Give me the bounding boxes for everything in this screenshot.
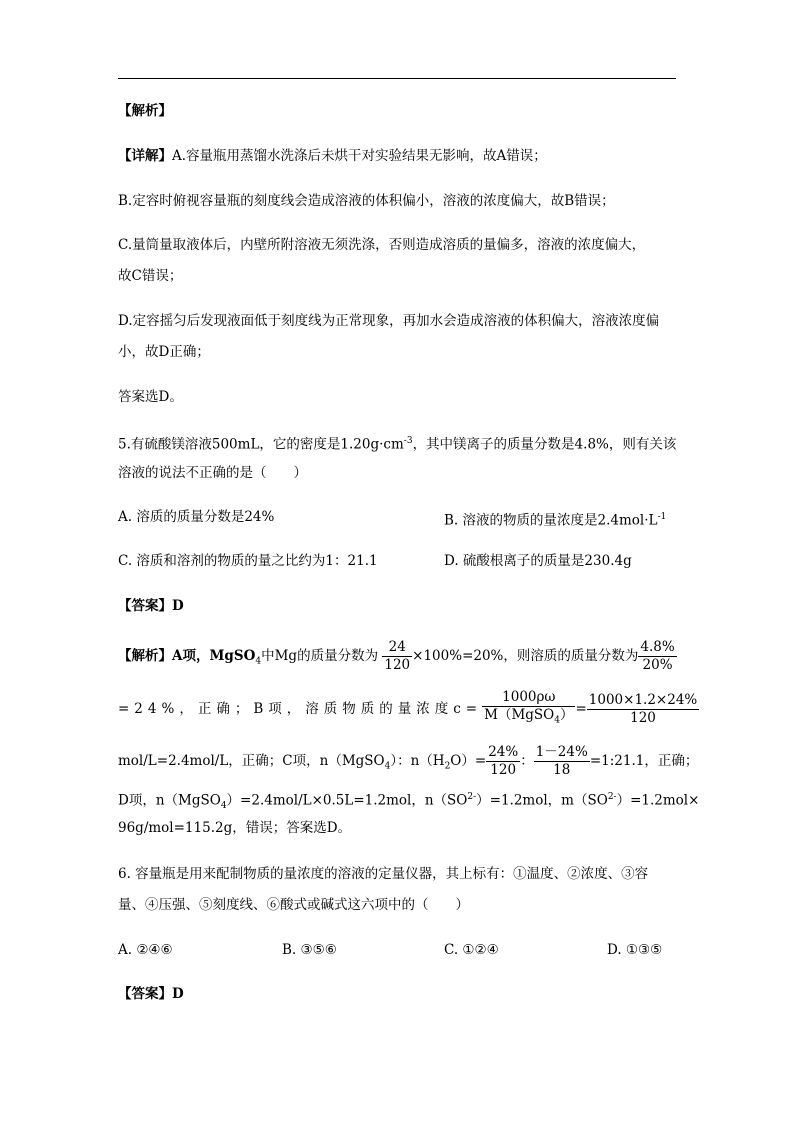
conc-den-a: M（MgSO: [484, 707, 555, 723]
q5-stem-line1: [118, 431, 676, 455]
detail-a-text: A.容量瓶用蒸馏水洗涤后未烘干对实验结果无影响，故A错误；: [172, 148, 547, 164]
q5-option-d: D. 硫酸根离子的质量是230.4g: [444, 553, 632, 569]
q6-option-a: A. ②④⑥: [118, 942, 173, 958]
exp4-sub: 4: [220, 801, 227, 812]
q6-option-b: B. ③⑤⑥: [282, 942, 337, 958]
q5-exp-line3: [118, 742, 698, 786]
item-b: B.定容时俯视容量瓶的刻度线会造成溶液的体积偏小，溶液的浓度偏大，故B错误；: [118, 193, 615, 209]
fraction-value-num: 1000×1.2×24%: [588, 691, 698, 708]
item-d-line1: D.定容摇匀后发现液面低于刻度线为正常现象，再加水会造成溶液的体积偏大，溶液浓度偏: [118, 313, 660, 329]
q5-option-b-sup: -1: [657, 512, 667, 522]
fraction-value-den: 120: [587, 709, 699, 727]
q5-exp-line1: [118, 637, 677, 681]
q6-answer: 【答案】D: [118, 986, 184, 1002]
answer-choose-d: 答案选D。: [118, 389, 183, 405]
q6-stem-line1: 6. 容量瓶是用来配制物质的量浓度的溶液的定量仪器，其上标有：①温度、②浓度、③容: [118, 866, 649, 882]
item-c-line2: 故C错误；: [118, 268, 183, 284]
q5-exp-line4: [118, 787, 699, 816]
q5-option-a: A. 溶质的质量分数是24%: [118, 509, 275, 525]
item-d-line2: 小，故D正确；: [118, 344, 210, 360]
q5-stem-b: ，其中镁离子的质量分数是4.8%，则有关该: [412, 436, 677, 453]
q5-stem-a: 5.有硫酸镁溶液500mL，它的密度是1.20g·cm: [118, 436, 404, 453]
q5-exp-line2: [118, 689, 699, 730]
exp3-b: ）：n（H: [390, 753, 445, 769]
q5-stem-sup: -3: [403, 436, 413, 446]
ratio-b-num: 1－24%: [535, 744, 588, 760]
exp1-b: 中Mg的质量分数为: [261, 648, 379, 664]
fraction-conc-den: [482, 706, 575, 730]
ratio-a-den: 120: [486, 761, 520, 779]
detail-a: [118, 146, 547, 166]
exp4-b: ）=2.4mol/L×0.5L=1.2mol，n（SO: [226, 792, 468, 809]
exp1-c: ×100%=20%，则溶质的质量分数为: [412, 648, 639, 664]
q5-option-b: [444, 507, 666, 531]
q5-stem-line2: 溶液的说法不正确的是（ ）: [118, 465, 307, 481]
exp2-eq: =: [575, 700, 587, 717]
exp3-d: =1:21.1，正确；: [589, 753, 699, 769]
exp3-c: O）=: [450, 753, 487, 769]
header-rule: [118, 78, 676, 79]
exp3-colon: ：: [520, 753, 534, 769]
exp4-sup2: 2-: [607, 792, 617, 802]
exp3-sub4: 4: [384, 761, 391, 772]
analysis-heading: 【解析】: [118, 103, 172, 119]
item-c-line1: C.量筒量取液体后，内壁所附溶液无须洗涤，否则造成溶质的量偏多，溶液的浓度偏大，: [118, 237, 646, 253]
fraction-mg-den: 120: [384, 657, 411, 673]
exp1-sub: 4: [255, 656, 262, 667]
ratio-a-num: 24%: [488, 744, 519, 760]
ratio-b-den: 18: [534, 761, 590, 779]
exp4-sup1: 2-: [467, 792, 477, 802]
fraction-conc-formula: [482, 689, 575, 730]
fraction-solute-den: 20%: [638, 656, 676, 674]
q5-exp-line5: 96g/mol=115.2g，错误；答案选D。: [118, 820, 352, 836]
exp4-c: ）=1.2mol，m（SO: [476, 792, 608, 809]
q6-option-c: C. ①②④: [444, 942, 499, 958]
fraction-conc-value: [587, 692, 699, 727]
fraction-mg-num: 24: [388, 639, 406, 655]
exp4-a: D项，n（MgSO: [118, 792, 221, 809]
exp4-d: ）=1.2mol×: [616, 792, 700, 809]
conc-den-sub: 4: [554, 715, 560, 726]
conc-den-b: ）: [559, 707, 574, 723]
fraction-solute: [638, 639, 676, 674]
exp2-a: =24%，正确；B项，溶质物质的量浓度c=: [118, 700, 483, 717]
fraction-mg: [382, 639, 412, 674]
q5-option-c: C. 溶质和溶剂的物质的量之比约为1：21.1: [118, 553, 378, 569]
q6-option-d: D. ①③⑤: [607, 942, 663, 958]
exp3-a: mol/L=2.4mol/L，正确；C项，n（MgSO: [118, 753, 385, 769]
detail-heading: 【详解】: [118, 148, 172, 164]
fraction-ratio-b: [534, 744, 590, 779]
exp3-sub2: 2: [444, 761, 451, 772]
q6-stem-line2: 量、④压强、⑤刻度线、⑥酸式或碱式这六项中的（ ）: [118, 897, 469, 913]
fraction-ratio-a: [486, 744, 520, 779]
fraction-solute-num: 4.8%: [640, 639, 675, 655]
q5-option-b-text: B. 溶液的物质的量浓度是2.4mol·L: [444, 512, 658, 529]
exp1-a: 【解析】A项，MgSO: [118, 648, 256, 664]
q5-answer: 【答案】D: [118, 598, 184, 614]
fraction-conc-num: 1000ρω: [502, 689, 556, 705]
